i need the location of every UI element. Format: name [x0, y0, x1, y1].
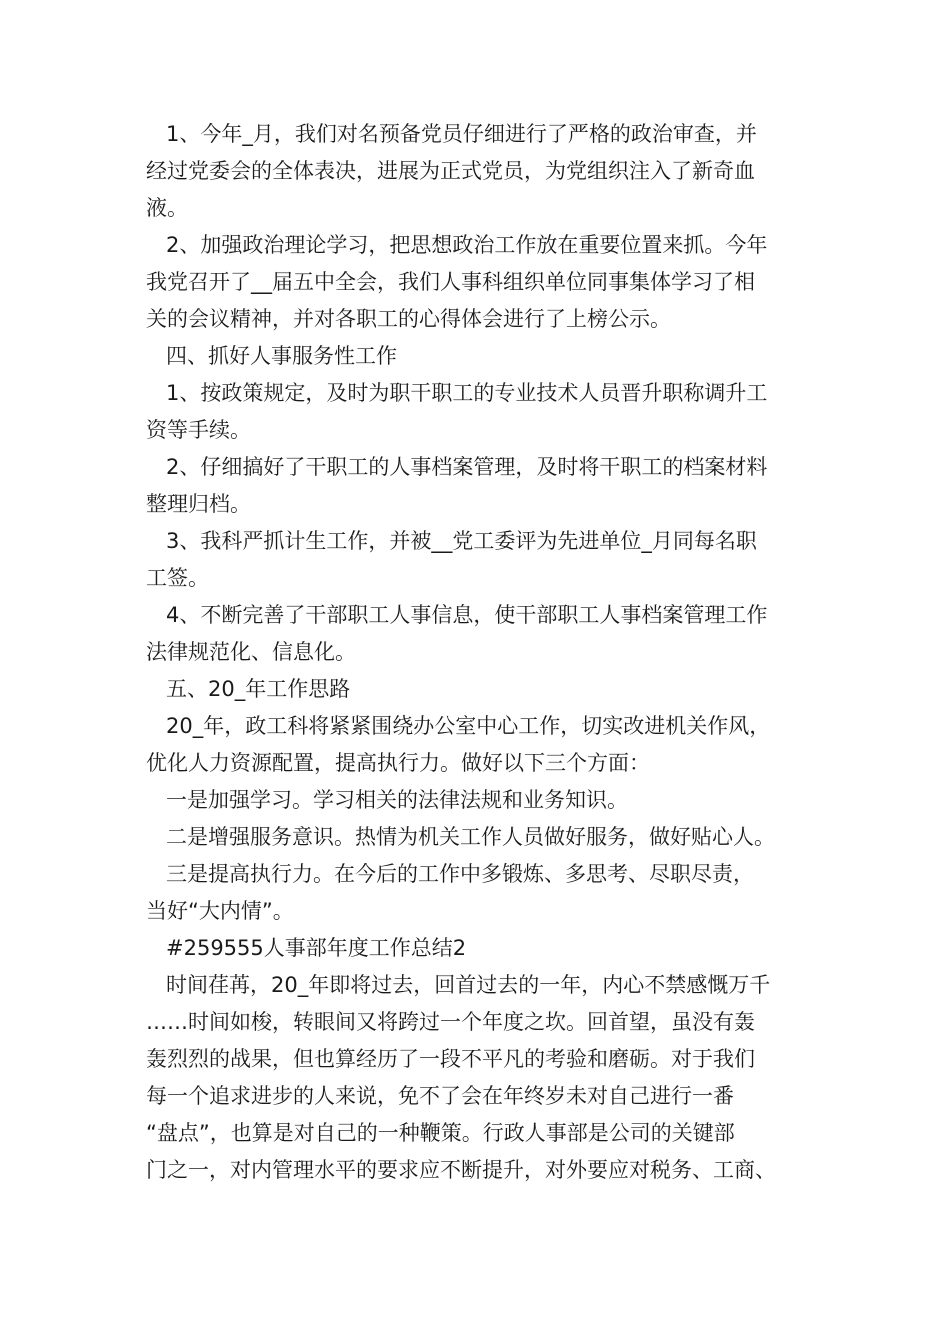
text-line: 每一个追求进步的人来说，免不了会在年终岁未对自己进行一番	[146, 1084, 734, 1108]
text-line: “盘点”，也算是对自己的一种鞭策。行政人事部是公司的关键部	[146, 1121, 735, 1145]
text-line: 一是加强学习。学习相关的法律法规和业务知识。	[166, 788, 628, 812]
text-line: 液。	[146, 196, 188, 220]
text-line: ……时间如梭，转眼间又将跨过一个年度之坎。回首望，虽没有轰	[146, 1010, 755, 1034]
text-line: 我党召开了__届五中全会，我们人事科组织单位同事集体学习了相	[146, 270, 755, 294]
text-line: 3、我科严抓计生工作，并被__党工委评为先进单位_月同每名职	[166, 529, 757, 553]
text-line: 整理归档。	[146, 492, 251, 516]
section-heading: #259555人事部年度工作总结2	[166, 936, 467, 960]
text-line: 法律规范化、信息化。	[146, 640, 356, 664]
text-line: 工签。	[146, 566, 209, 590]
text-line: 三是提高执行力。在今后的工作中多锻炼、多思考、尽职尽责，	[166, 862, 754, 886]
text-line: 门之一，对内管理水平的要求应不断提升，对外要应对税务、工商、	[146, 1158, 776, 1182]
section-heading: 四、抓好人事服务性工作	[166, 344, 397, 368]
text-line: 时间荏苒，20_年即将过去，回首过去的一年，内心不禁感慨万千	[166, 973, 771, 997]
text-line: 1、今年_月，我们对名预备党员仔细进行了严格的政治审查，并	[166, 122, 757, 146]
text-line: 20_年，政工科将紧紧围绕办公室中心工作，切实改进机关作风，	[166, 714, 771, 738]
text-line: 2、加强政治理论学习，把思想政治工作放在重要位置来抓。今年	[166, 233, 768, 257]
text-line: 1、按政策规定，及时为职干职工的专业技术人员晋升职称调升工	[166, 381, 768, 405]
text-line: 优化人力资源配置，提高执行力。做好以下三个方面：	[146, 751, 650, 775]
text-line: 经过党委会的全体表决，进展为正式党员，为党组织注入了新奇血	[146, 159, 755, 183]
text-line: 关的会议精神，并对各职工的心得体会进行了上榜公示。	[146, 307, 671, 331]
text-line: 二是增强服务意识。热情为机关工作人员做好服务，做好贴心人。	[166, 825, 775, 849]
text-line: 资等手续。	[146, 418, 251, 442]
document-body	[146, 116, 826, 1189]
section-heading: 五、20_年工作思路	[166, 677, 351, 701]
text-line: 轰烈烈的战果，但也算经历了一段不平凡的考验和磨砺。对于我们	[146, 1047, 755, 1071]
text-line: 4、不断完善了干部职工人事信息，使干部职工人事档案管理工作	[166, 603, 768, 627]
text-line: 2、仔细搞好了干职工的人事档案管理，及时将干职工的档案材料	[166, 455, 768, 479]
text-line: 当好“大内情”。	[146, 899, 294, 923]
